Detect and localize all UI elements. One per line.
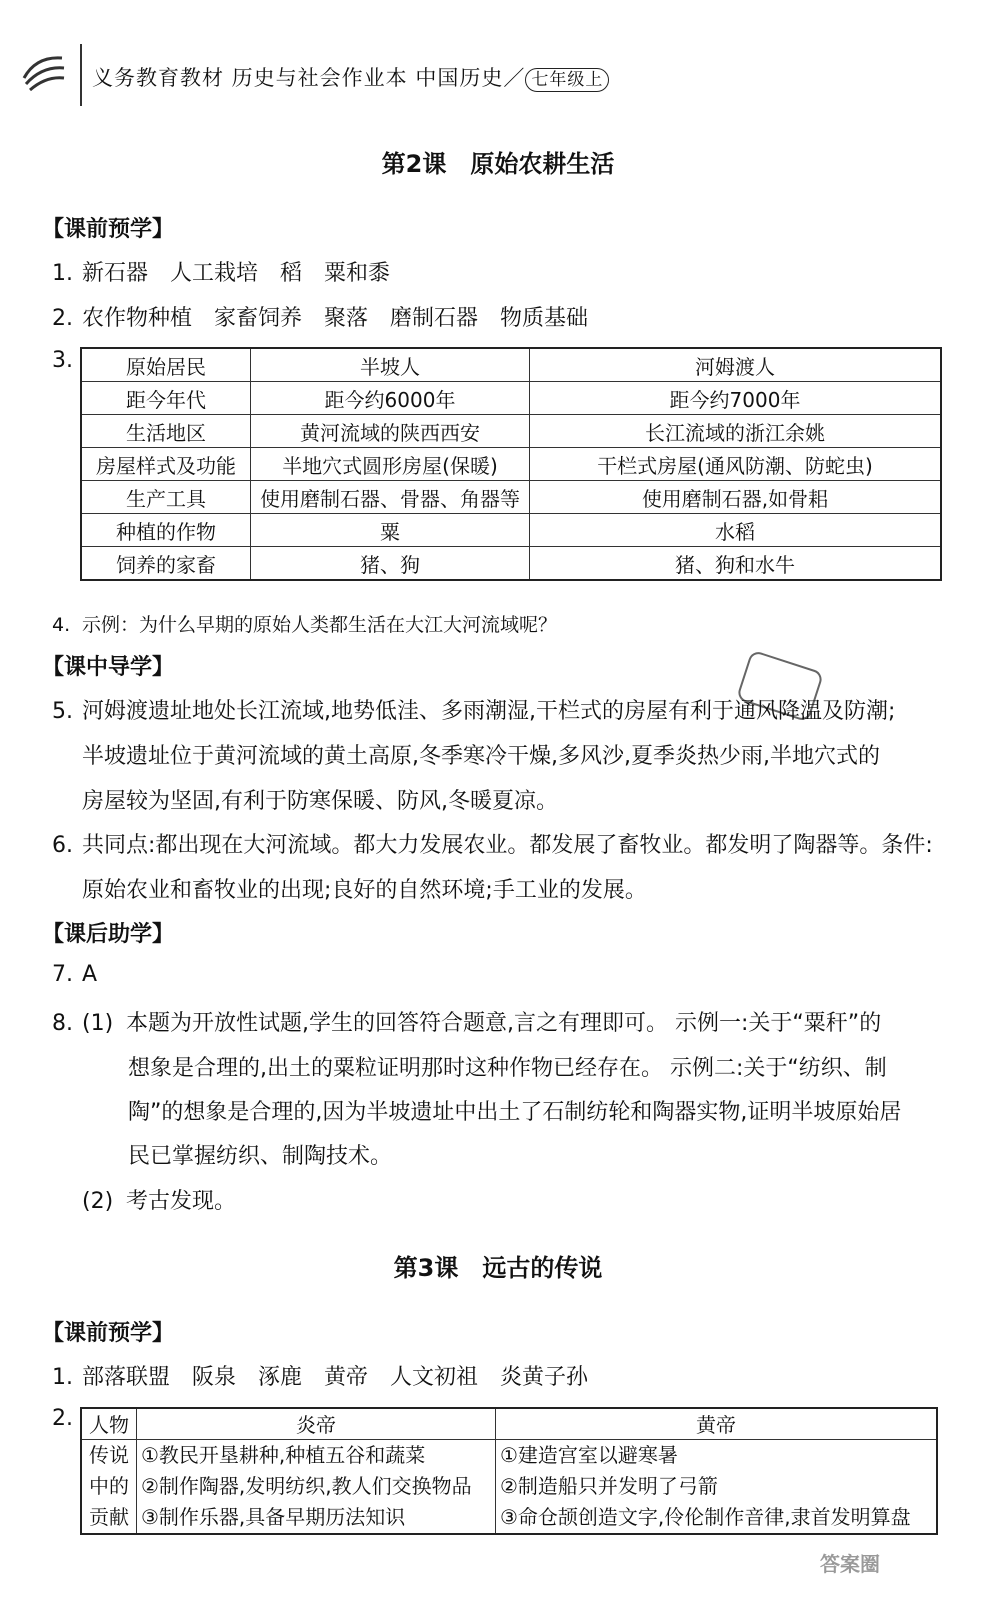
answer-text: A (82, 962, 98, 987)
table-row (81, 448, 941, 481)
contribution-item: ②制作陶器,发明纺织,教人们交换物品 (141, 1474, 472, 1498)
table-header-cell: 黄帝 (496, 1408, 938, 1440)
question-number: 6. (52, 833, 73, 858)
sub-question-label: (1) (82, 1011, 114, 1036)
answer-text: 考古发现。 (126, 1189, 237, 1214)
table-cell: 距今约7000年 (530, 382, 942, 415)
table-cell: 种植的作物 (81, 514, 251, 547)
table-header-cell: 半坡人 (251, 348, 530, 382)
question-number: 7. (52, 962, 73, 987)
table-cell: 猪、狗 (251, 547, 530, 581)
table-cell: 猪、狗和水牛 (530, 547, 942, 581)
contribution-item: ①建造宫室以避寒暑 (500, 1443, 678, 1467)
answer-8-part-2 (82, 1184, 236, 1215)
row-label-line: 贡献 (89, 1505, 129, 1529)
section-after-class: 【课后助学】 (42, 922, 175, 947)
answer-8-line-3: 陶”的想象是合理的,因为半坡遗址中出土了石制纺轮和陶器实物,证明半坡原始居 (128, 1100, 902, 1125)
answer-7 (52, 962, 97, 987)
answer-4 (52, 610, 557, 637)
table-row (81, 547, 941, 581)
table-row (81, 382, 941, 415)
section-pre-study: 【课前预学】 (42, 217, 175, 242)
question-number: 5. (52, 699, 73, 724)
section-in-class: 【课中导学】 (42, 655, 175, 680)
answer-5 (52, 694, 895, 725)
table-header-row (81, 1408, 937, 1440)
lesson-3-title: 第3课 远古的传说 (393, 1254, 603, 1282)
contribution-item: ①教民开垦耕种,种植五谷和蔬菜 (141, 1443, 426, 1467)
table-row (81, 415, 941, 448)
table-header-cell: 河姆渡人 (530, 348, 942, 382)
table-cell: 长江流域的浙江余姚 (530, 415, 942, 448)
question-number: 2. (52, 306, 73, 331)
question-number: 4. (52, 614, 71, 636)
table-cell: 使用磨制石器、骨器、角器等 (251, 481, 530, 514)
table-header-cell: 炎帝 (137, 1408, 496, 1440)
table-row (81, 481, 941, 514)
question-number: 1. (52, 1365, 73, 1390)
lesson-3-question-number-2: 2. (52, 1406, 73, 1431)
table-cell: 黄河流域的陕西西安 (251, 415, 530, 448)
table-row (81, 514, 941, 547)
table-header-cell: 原始居民 (81, 348, 251, 382)
table-cell: 饲养的家畜 (81, 547, 251, 581)
answer-5-line-3: 房屋较为坚固,有利于防寒保暖、防风,冬暖夏凉。 (82, 789, 558, 814)
answer-text: 部落联盟 阪泉 涿鹿 黄帝 人文初祖 炎黄子孙 (82, 1365, 589, 1390)
table-cell: 生活地区 (81, 415, 251, 448)
legend-contribution-table (80, 1407, 938, 1535)
question-number: 1. (52, 261, 73, 286)
answer-6-line-2: 原始农业和畜牧业的出现;良好的自然环境;手工业的发展。 (82, 878, 647, 903)
contribution-item: ②制造船只并发明了弓箭 (500, 1474, 718, 1498)
table-cell: 半地穴式圆形房屋(保暖) (251, 448, 530, 481)
answer-text: 农作物种植 家畜饲养 聚落 磨制石器 物质基础 (82, 306, 589, 331)
table-row (81, 1440, 937, 1535)
section-pre-study-3: 【课前预学】 (42, 1321, 175, 1346)
book-header (92, 62, 609, 92)
question-number: 8. (52, 1011, 73, 1036)
question-number-3: 3. (52, 348, 73, 373)
answer-5-line-2: 半坡遗址位于黄河流域的黄土高原,冬季寒冷干燥,多风沙,夏季炎热少雨,半地穴式的 (82, 744, 880, 769)
yandi-contributions (137, 1440, 496, 1535)
contribution-item: ③制作乐器,具备早期历法知识 (141, 1505, 406, 1529)
publisher-logo-icon (18, 48, 70, 100)
huangdi-contributions (496, 1440, 938, 1535)
table-cell: 房屋样式及功能 (81, 448, 251, 481)
table-cell: 粟 (251, 514, 530, 547)
table-cell: 生产工具 (81, 481, 251, 514)
answer-1 (52, 256, 390, 287)
row-label-line: 传说 (89, 1443, 129, 1467)
answer-text: 本题为开放性试题,学生的回答符合题意,言之有理即可。 示例一:关于“粟秆”的 (126, 1011, 882, 1036)
table-header-cell: 人物 (81, 1408, 137, 1440)
contribution-item: ③命仓颉创造文字,伶伦制作音律,隶首发明算盘 (500, 1505, 911, 1529)
book-series-title: 义务教育教材 历史与社会作业本 中国历史／ (92, 66, 526, 90)
table-cell: 距今约6000年 (251, 382, 530, 415)
answer-text: 示例：为什么早期的原始人类都生活在大江大河流域呢？ (82, 614, 558, 636)
comparison-table (80, 347, 942, 581)
table-cell: 水稻 (530, 514, 942, 547)
table-cell: 距今年代 (81, 382, 251, 415)
answer-8-line-2: 想象是合理的,出土的粟粒证明那时这种作物已经存在。 示例二:关于“纺织、制 (128, 1056, 887, 1081)
lesson-2-title: 第2课 原始农耕生活 (381, 150, 615, 178)
header-divider (80, 44, 82, 106)
table-cell: 使用磨制石器,如骨耜 (530, 481, 942, 514)
answer-8-part-1 (52, 1006, 881, 1037)
lesson-3-answer-1 (52, 1360, 588, 1391)
grade-badge: 七年级上 (525, 68, 609, 92)
answer-text: 共同点:都出现在大河流域。都大力发展农业。都发展了畜牧业。都发明了陶器等。条件: (82, 833, 933, 858)
table-header-row (81, 348, 941, 382)
table-row-label (81, 1440, 137, 1535)
answer-6 (52, 828, 933, 859)
answer-8-line-4: 民已掌握纺织、制陶技术。 (128, 1144, 393, 1169)
watermark-text: 答案圈 (820, 1552, 880, 1576)
sub-question-label: (2) (82, 1189, 114, 1214)
answer-text: 新石器 人工栽培 稻 粟和黍 (82, 261, 391, 286)
table-cell: 干栏式房屋(通风防潮、防蛇虫) (530, 448, 942, 481)
answer-2 (52, 301, 588, 332)
answer-text: 河姆渡遗址地处长江流域,地势低洼、多雨潮湿,干栏式的房屋有利于通风降温及防潮; (82, 699, 896, 724)
row-label-line: 中的 (89, 1474, 129, 1498)
